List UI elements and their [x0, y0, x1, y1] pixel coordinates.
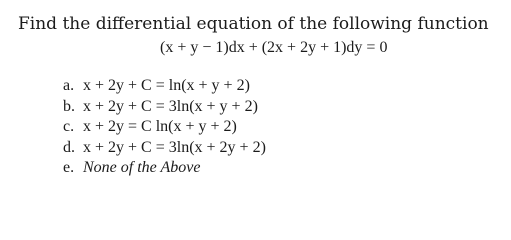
option-text: x + 2y + C = ln(x + y + 2) [83, 77, 250, 94]
option-text: x + 2y + C = 3ln(x + 2y + 2) [83, 138, 266, 156]
option-letter: b. [63, 97, 75, 115]
option-letter: c. [63, 118, 75, 135]
option-text: None of the Above [83, 159, 201, 176]
option-b[interactable] [63, 97, 266, 118]
option-a[interactable] [63, 76, 266, 97]
option-text: x + 2y + C = 3ln(x + y + 2) [83, 97, 258, 115]
question-text: Find the differential equation of the following function [18, 14, 489, 34]
option-e[interactable] [63, 158, 266, 179]
option-c[interactable] [63, 117, 266, 138]
option-letter: e. [63, 159, 75, 176]
question-equation: (x + y − 1)dx + (2x + 2y + 1)dy = 0 [160, 39, 388, 56]
option-text: x + 2y = C ln(x + y + 2) [83, 118, 237, 135]
option-letter: a. [63, 77, 75, 94]
answer-options-list [63, 76, 266, 179]
option-letter: d. [63, 138, 75, 156]
option-d[interactable] [63, 138, 266, 159]
